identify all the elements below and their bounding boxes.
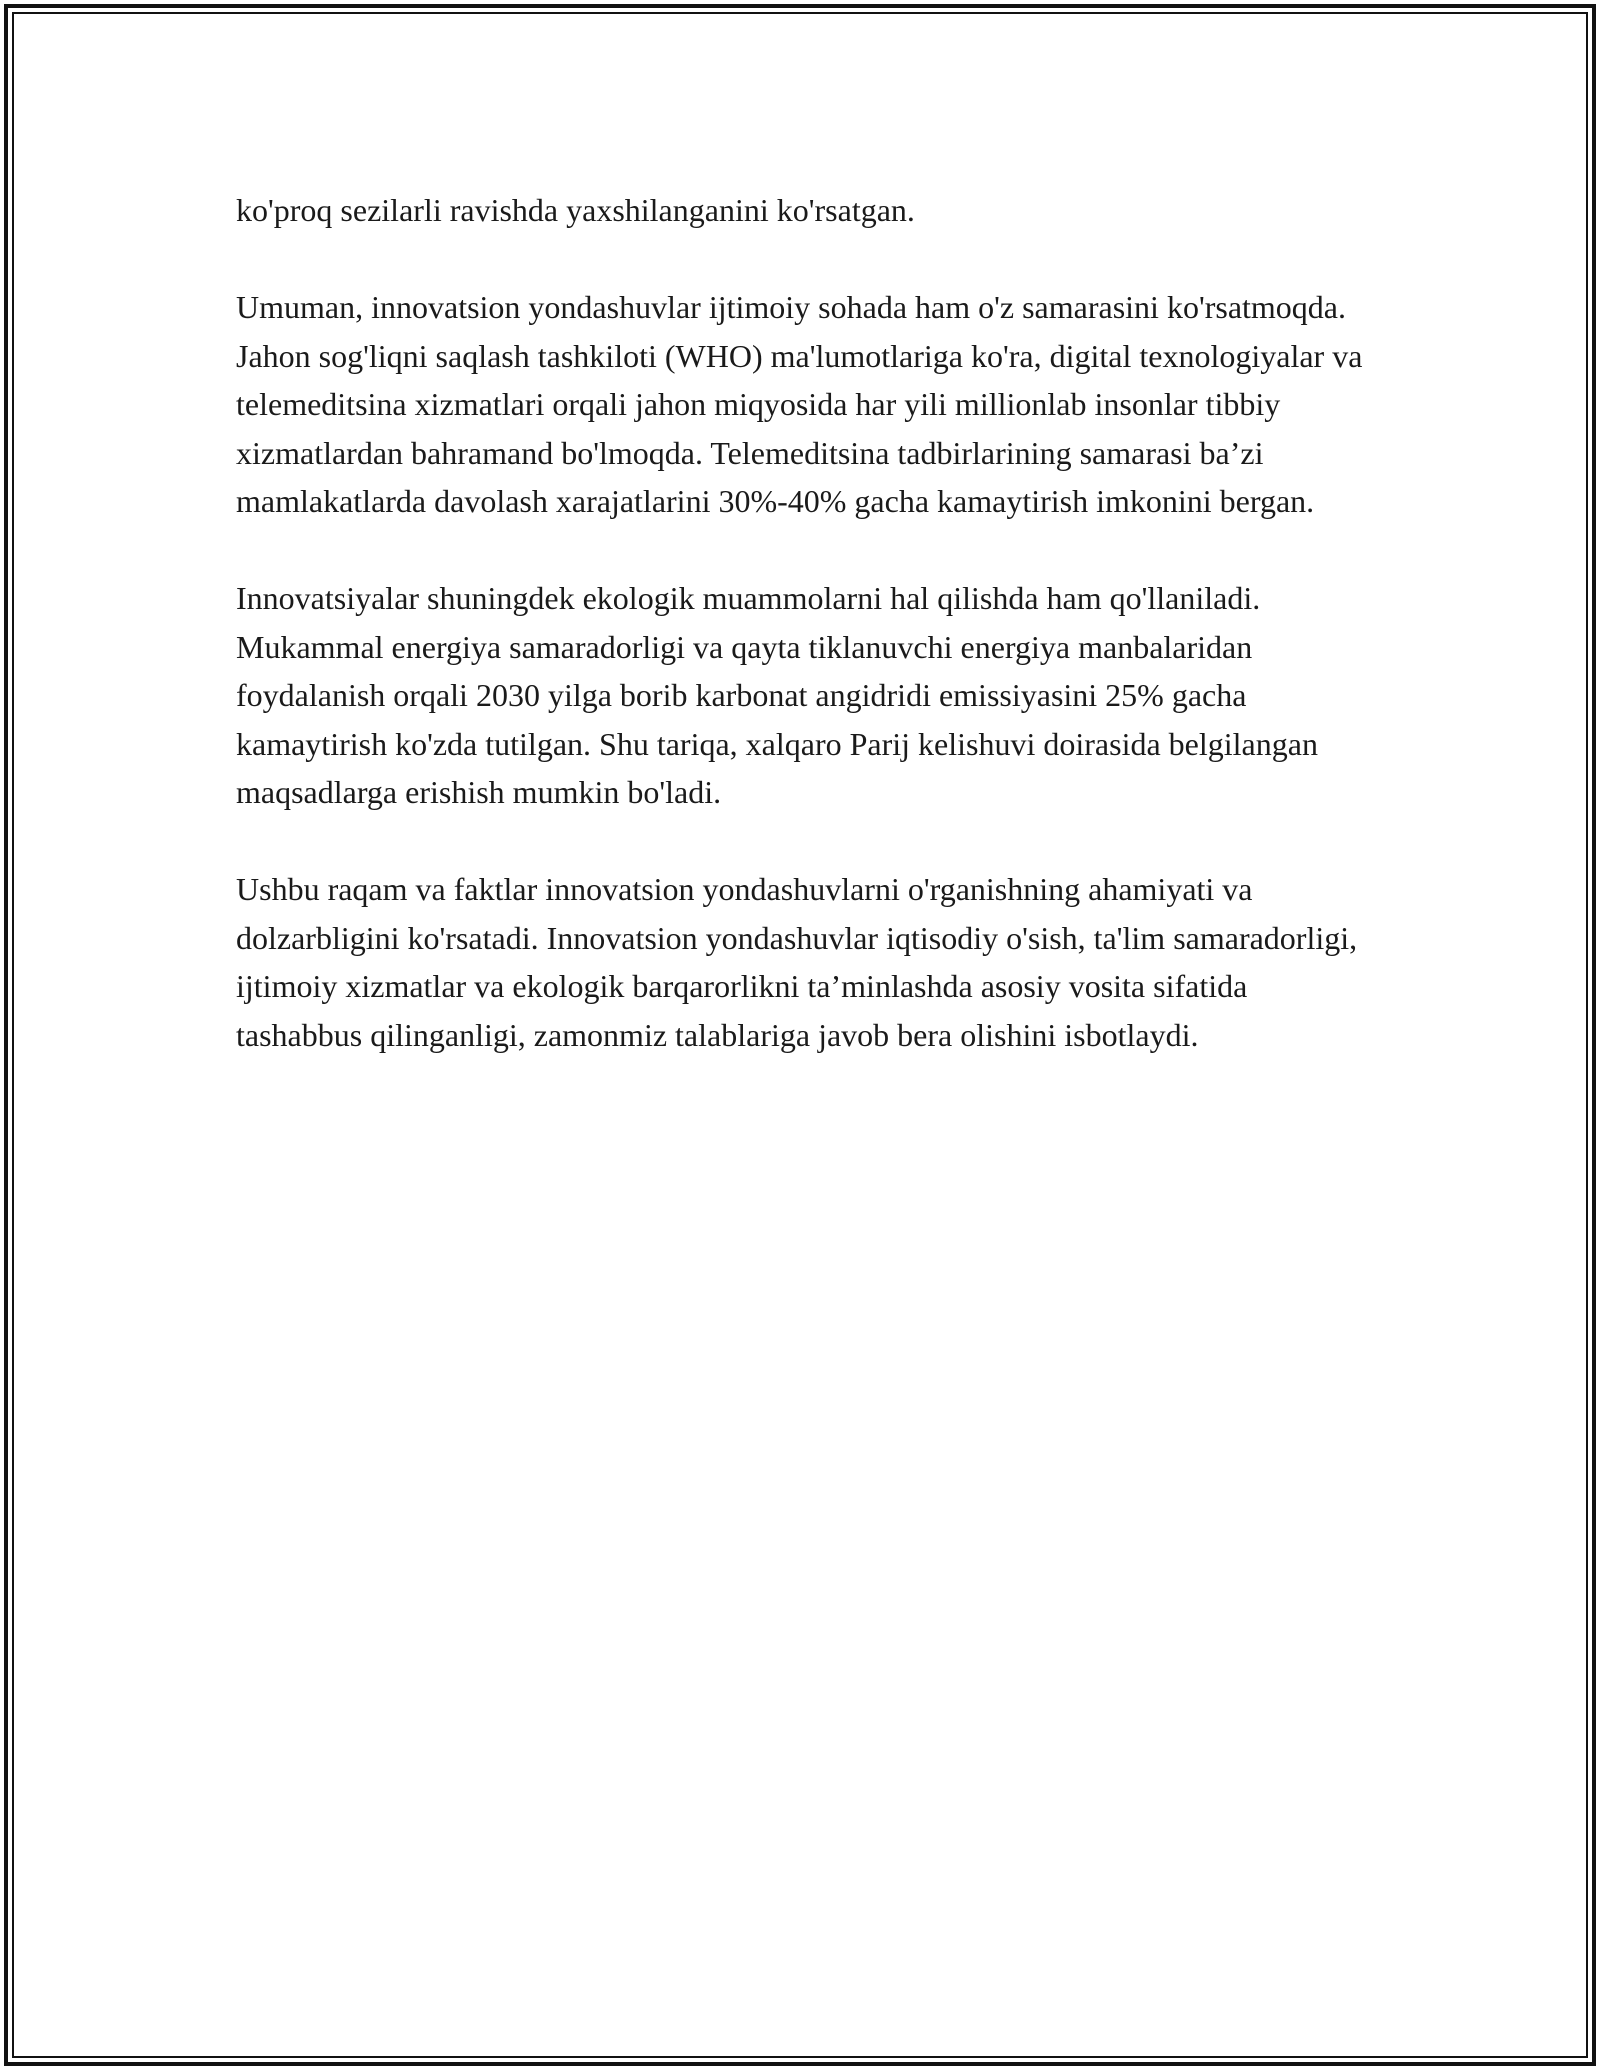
paragraph-social-impact: Umuman, innovatsion yondashuvlar ijtimoiy sohada ham o'z samarasini ko'rsatmoqda. Jahon sog'liqni saqlash tashkiloti (WHO) ma'lumotlariga ko'ra, digital texnologiyalar va telemeditsina xizmatlari orqali jahon miqyosida har yili millionlab insonlar tibbiy xizmatlardan bahramand bo'lmoqda. Telemeditsina tadbirlarining samarasi ba’zi mamlakatlarda davolash xarajatlarini 30%-40% gacha kamaytirish imkonini bergan.	[236, 289, 1363, 519]
paragraph-continuation: ko'proq sezilarli ravishda yaxshilanganini ko'rsatgan.	[236, 192, 915, 228]
document-body	[236, 186, 1376, 1108]
paragraph-conclusion: Ushbu raqam va faktlar innovatsion yondashuvlarni o'rganishning ahamiyati va dolzarbligini ko'rsatadi. Innovatsion yondashuvlar iqtisodiy o'sish, ta'lim samaradorligi, ijtimoiy xizmatlar va ekologik barqarorlikni ta’minlashda asosiy vosita sifatida tashabbus qilinganligi, zamonmiz talablariga javob bera olishini isbotlaydi.	[236, 871, 1358, 1053]
paragraph-ecology: Innovatsiyalar shuningdek ekologik muammolarni hal qilishda ham qo'llaniladi. Mukammal energiya samaradorligi va qayta tiklanuvchi energiya manbalaridan foydalanish orqali 2030 yilga borib karbonat angidridi emissiyasini 25% gacha kamaytirish ko'zda tutilgan. Shu tariqa, xalqaro Parij kelishuvi doirasida belgilangan maqsadlarga erishish mumkin bo'ladi.	[236, 580, 1318, 810]
